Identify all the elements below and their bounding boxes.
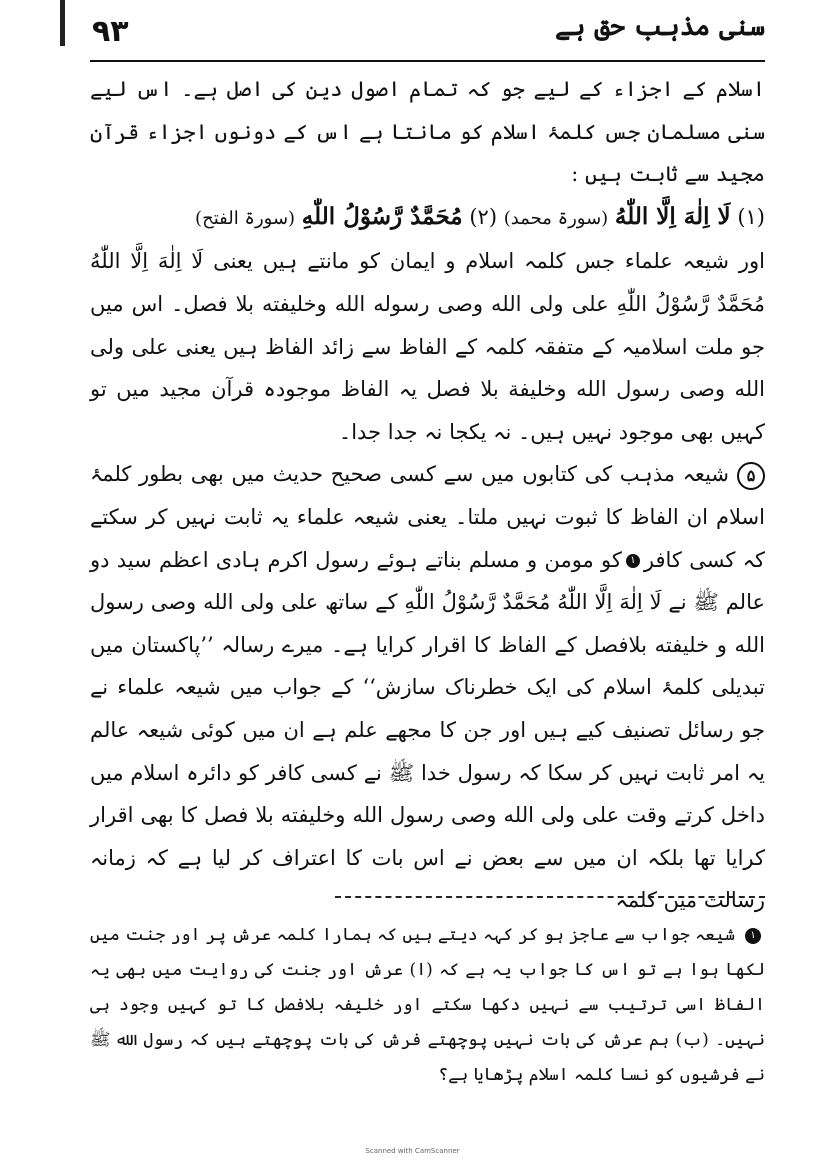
formula-part2-label: (۲) [469,204,498,229]
intro-paragraph: اسلام کے اجزاء کے لیے جو کہ تمام اصول دین کی اصل ہے۔ اس لیے سنی مسلمان جس کلمۂ اسلام کو مانتا ہے اس کے دونوں اجزاء قرآن مجید سے ثابت ہیں : [90,77,765,187]
page-edge-mark [60,0,65,46]
footnote [90,918,765,1085]
header-rule [90,60,765,62]
footnote-separator [335,896,765,898]
formula-part1-ref: (سورۃ محمد) [503,207,609,229]
main-text [90,68,765,913]
point-5-text-b: کو مومن و مسلم بناتے ہوئے رسول اکرم ہادی اعظم سید دو عالم ﷺ نے لَا اِلٰهَ اِلَّا اللّٰهُ مُحَمَّدٌ رَّسُوْلُ اللّٰهِ کے ساتھ علی ولی الله وصی رسول الله و خليفته بلافصل کے الفاظ کا اقرار کرایا ہے۔ میرے رسالہ ’’پاکستان میں تبدیلی کلمۂ اسلام کی ایک خطرناک سازش‘‘ کے جواب میں شیعہ علماء نے جو رسائل تصنیف کیے ہیں اور جن کا مجھے علم ہے ان میں کوئی شیعہ عالم یہ امر ثابت نہیں کر سکا کہ رسول خدا ﷺ نے کسی کافر کو دائرہ اسلام میں داخل کرتے وقت علی ولی الله وصی رسول الله وخليفته بلا فصل کا بھی اقرار کرایا تھا بلکہ ان میں سے بعض نے اس بات کا اعتراف کر لیا ہے کہ زمانہ رسالت میں کلمہ [90,547,765,913]
point-5-number: ۵ [737,462,765,490]
shia-kalima-paragraph: اور شیعہ علماء جس کلمہ اسلام و ایمان کو مانتے ہیں یعنی لَا اِلٰهَ اِلَّا اللّٰهُ مُحَمَّدٌ رَّسُوْلُ اللّٰهِ علی ولی الله وصی رسوله الله وخليفته بلا فصل۔ اس میں جو ملت اسلامیہ کے متفقہ کلمہ کے الفاظ سے زائد الفاظ ہیں یعنی علی ولی الله وصی رسول الله وخليفة بلا فصل یہ الفاظ موجودہ قرآن مجید میں تو کہیں بھی موجود نہیں ہیں۔ نہ یکجا نہ جدا جدا۔ [90,249,765,444]
footnote-marker: ۱ [745,928,761,944]
point-5-text-a: شیعہ مذہب کی کتابوں میں سے کسی صحیح حدیث میں بھی بطور کلمۂ اسلام ان الفاظ کا ثبوت نہیں ملتا۔ یعنی شیعہ علماء یہ ثابت نہیں کر سکتے کہ کسی کافر [90,462,765,572]
formula-part1-text: لَا اِلٰهَ اِلَّا اللّٰهُ [614,202,731,230]
formula-part1-label: (۱) [737,204,765,229]
running-title: سنی مذہب حق ہے [555,12,765,42]
formula-part2-text: مُحَمَّدٌ رَّسُوْلُ اللّٰهِ [301,202,463,230]
scanner-watermark: Scanned with CamScanner [365,1147,460,1155]
point-5-paragraph [90,453,765,922]
formula-part2-ref: (سورۃ الفتح) [195,207,296,229]
footnote-reference-marker[interactable]: ۱ [626,554,640,568]
footnote-text: شیعہ جواب سے عاجز ہو کر کہہ دیتے ہیں کہ ہمارا کلمہ عرش پر اور جنت میں لکھا ہوا ہے تو اس کا جواب یہ ہے کہ (ا) عرش اور جنت کی روایت میں بھی یہ الفاظ اسی ترتیب سے نہیں دکھا سکتے اور خلیفہ بلافصل کا تو کہیں وجود ہی نہیں۔ (ب) ہم عرش کی بات نہیں پوچھتے فرش کی بات پوچھتے ہیں کہ رسول الله ﷺ نے فرشیوں کو نسا کلمہ اسلام پڑھایا ہے؟ [90,925,765,1085]
page-number: ۹۳ [92,14,129,49]
kalima-formula-line [90,196,765,241]
